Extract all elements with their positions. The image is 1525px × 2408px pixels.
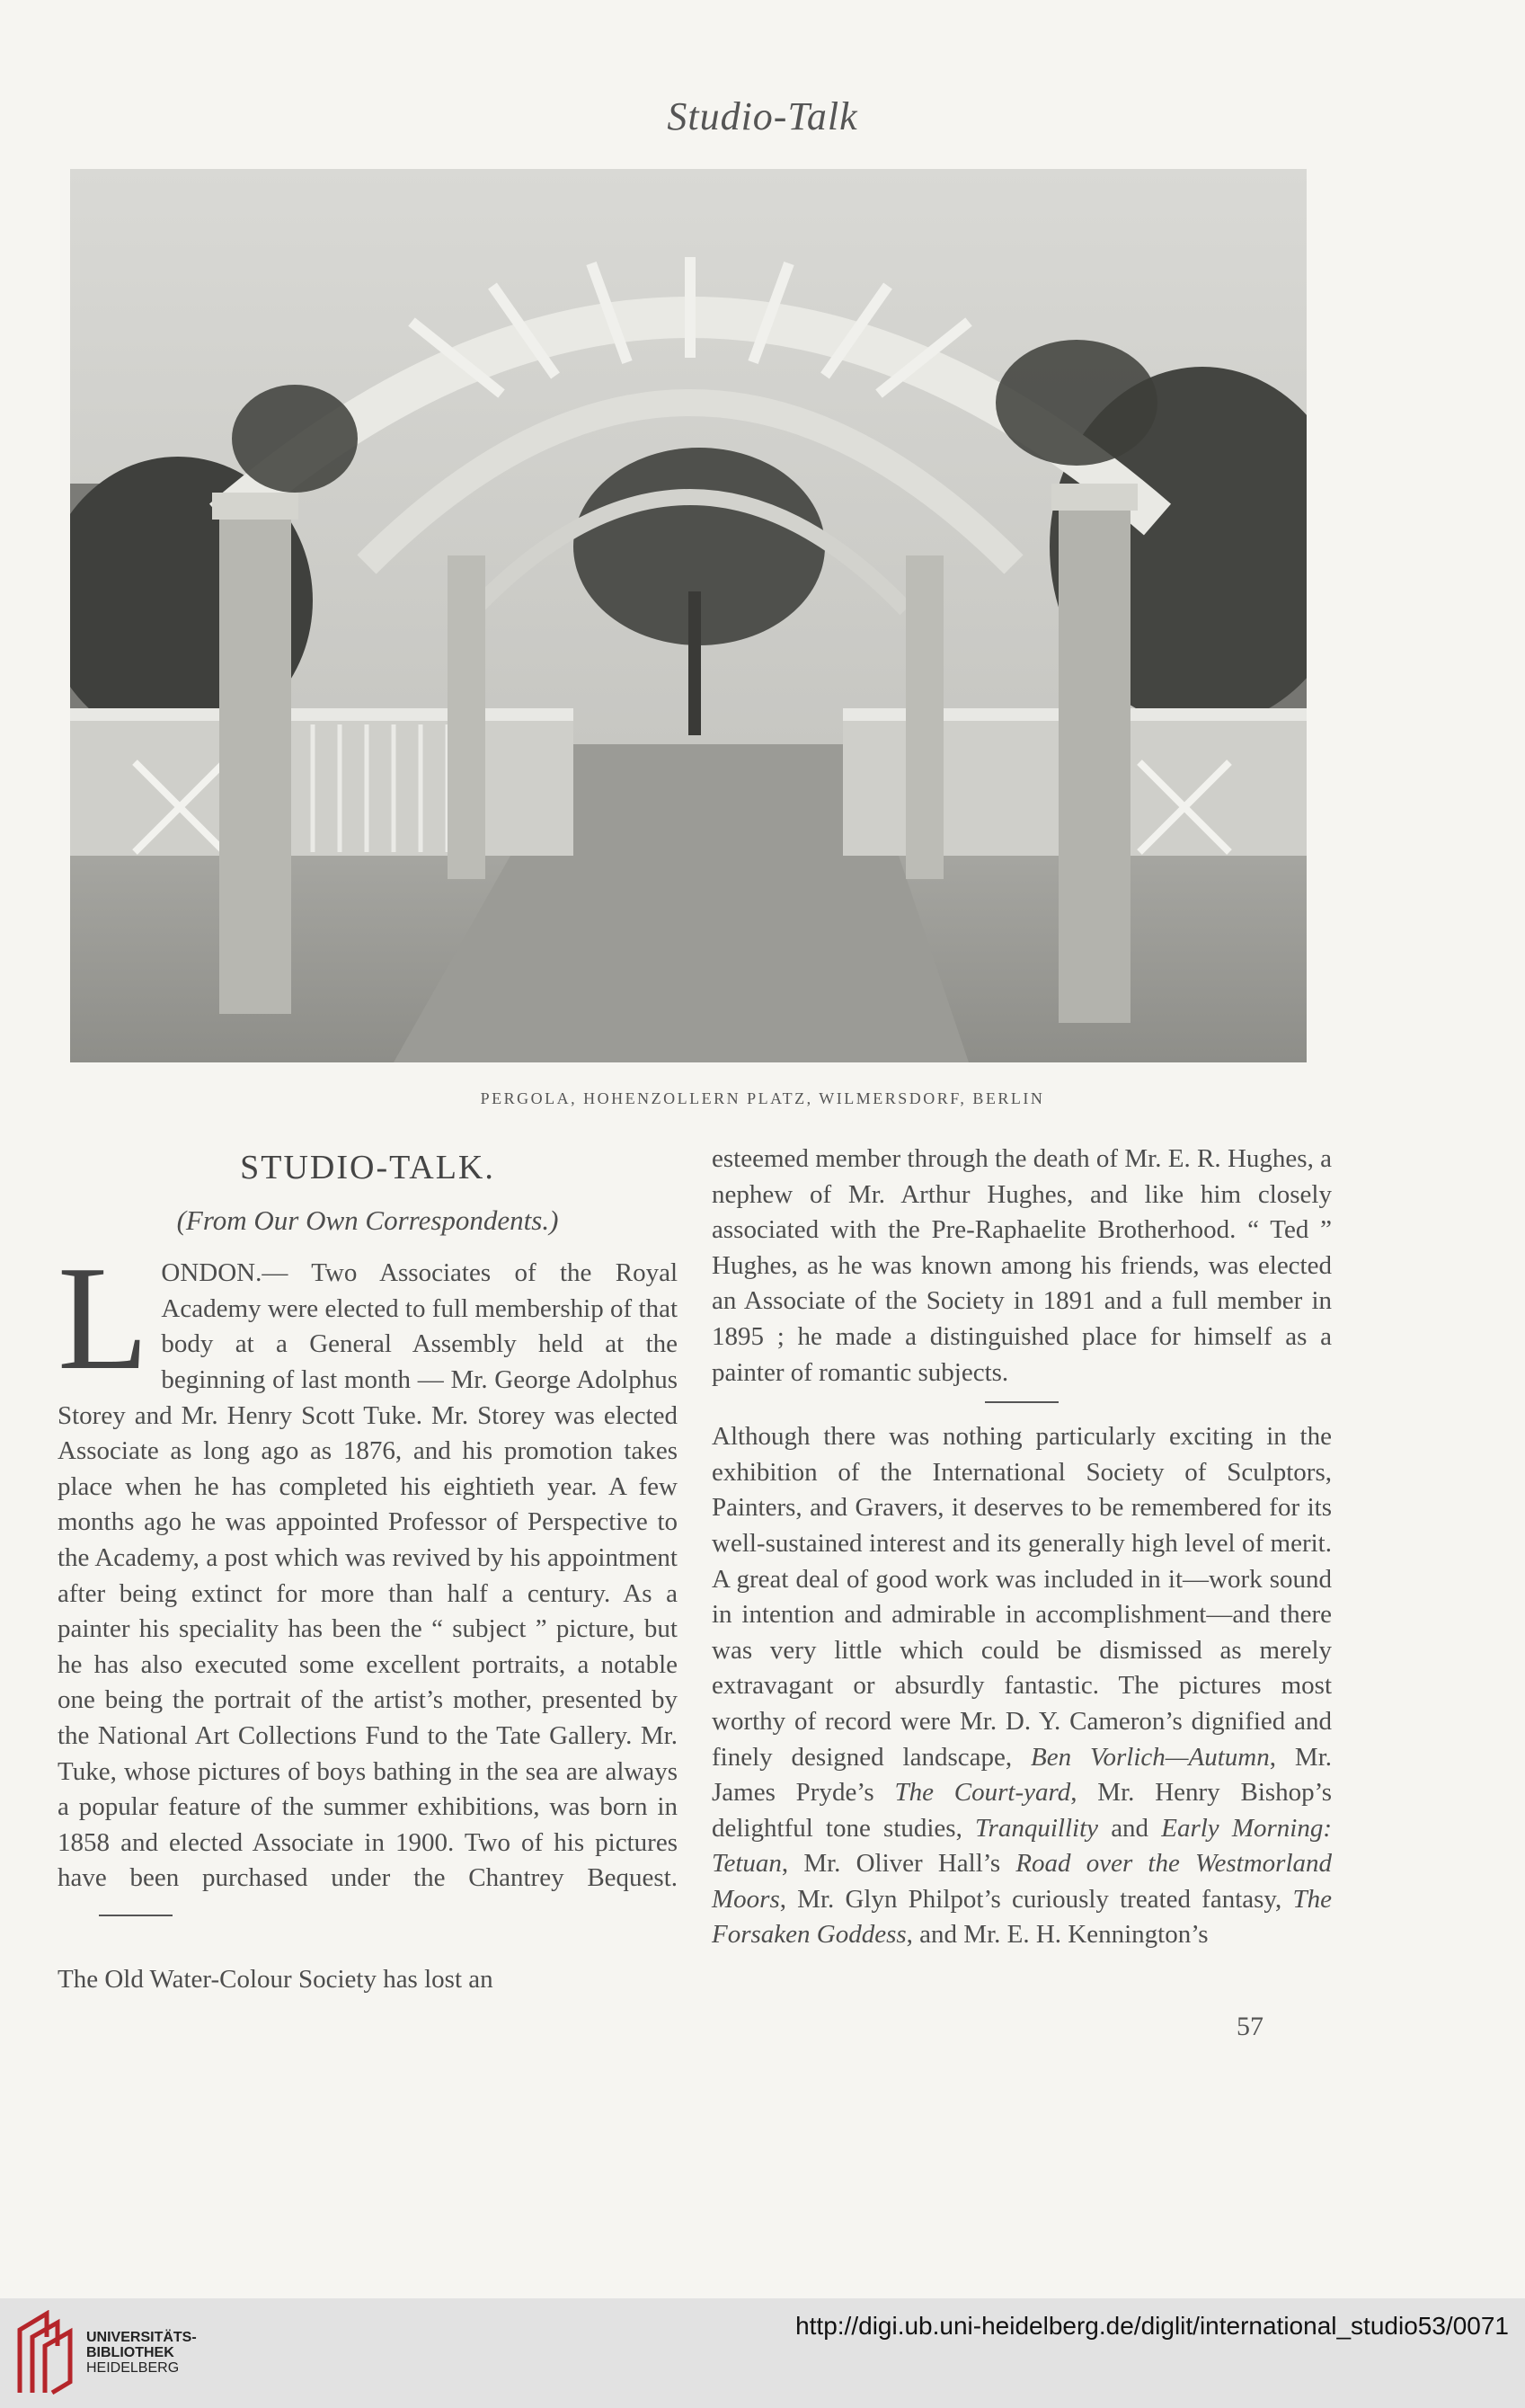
artwork-title: The Forsaken Goddess: [712, 1884, 1332, 1950]
library-name-line: HEIDELBERG: [86, 2360, 180, 2376]
artwork-title: Ben Vorlich—Autumn: [1031, 1742, 1270, 1772]
artwork-title: The Court-yard: [894, 1778, 1071, 1808]
paragraph-owcs-start: The Old Water-Colour Society has lost an: [58, 1965, 493, 1995]
library-name-line: UNIVERSITÄTS-: [86, 2330, 197, 2345]
paragraph-london-text: ONDON.— Two Associates of the Royal Academy were elected to full membership of that body at a General Assembly held at the beginning of last month — Mr. George Adolphus Storey and Mr. Henry Scott Tuke. Mr. Storey was elected Associate as long ago as 1876, and his promotion takes place when he has completed his eightieth year. A few months ago he was appointed Professor of Perspective to the Academy, a post which was revived by his appointment after being extinct for more than half a century. As a painter his speciality has been the “ subject ” picture, but he has also executed some excellent portraits, a notable one being the portrait of the artist’s mother, presented by the National Art Collections Fund to the Tate Gallery. Mr. Tuke, whose pictures of boys bathing in the sea are always a popular feature of the summer exhibitions, was born in 1858 and elected Associate in 1900. Two of his pictures have been purchased under the Chantrey Bequest.: [58, 1258, 678, 1893]
library-name-line: BIBLIOTHEK: [86, 2345, 174, 2360]
figure-caption: PERGOLA, HOHENZOLLERN PLATZ, WILMERSDORF, BERLIN: [480, 1089, 1045, 1107]
section-divider: [99, 1915, 173, 1916]
source-url-link[interactable]: http://digi.ub.uni-heidelberg.de/diglit/international_studio53/0071: [795, 2312, 1509, 2340]
library-name: [86, 2330, 197, 2376]
paragraph-international-society: Although there was nothing particularly exciting in the exhibition of the International Society of Sculptors, Painters, and Gravers, it deserves to be remembered for its well-sustained interest and its generally high level of merit. A great deal of good work was included in it—work sound in intention and admirable in accomplishment—and there was very little which could be dismissed as merely extravagant or absurdly fantastic. The pictures most worthy of record were Mr. D. Y. Cameron’s dignified and finely designed landscape, Ben Vorlich—Autumn, Mr. James Pryde’s The Court-yard, Mr. Henry Bishop’s delightful tone studies, Tranquillity and Early Morning: Tetuan, Mr. Oliver Hall’s Road over the Westmorland Moors, Mr. Glyn Philpot’s curiously treated fantasy, The Forsaken Goddess, and Mr. E. H. Kennington’s: [712, 1422, 1333, 1950]
pergola-illustration: [70, 169, 1307, 1062]
page-number: 57: [1237, 2012, 1263, 2041]
running-head: Studio-Talk: [667, 94, 858, 138]
right-column: [712, 1142, 1332, 1953]
artwork-title: Tranquillity: [975, 1813, 1099, 1843]
artwork-title: Early Morning: Tetuan: [712, 1813, 1333, 1879]
section-title: STUDIO-TALK.: [240, 1149, 495, 1186]
section-subtitle: (From Our Own Correspondents.): [176, 1204, 559, 1236]
paragraph-owcs-continued: esteemed member through the death of Mr. E. R. Hughes, a nephew of Mr. Arthur Hughes, and like him closely associated with the Pre-Raphaelite Brotherhood. “ Ted ” Hughes, as he was known among his friends, was elected an Associate of the Society in 1891 and a full member in 1895 ; he made a distinguished place for himself as a painter of romantic subjects.: [712, 1144, 1332, 1387]
paragraph-london: [58, 1235, 678, 1932]
left-column: [58, 1142, 678, 1998]
pergola-photograph: [70, 169, 1307, 1062]
section-divider: [985, 1401, 1059, 1403]
drop-cap: L: [58, 1235, 149, 1401]
library-logo-icon: [16, 2310, 81, 2396]
artwork-title: Road over the Westmorland Moors: [712, 1849, 1333, 1914]
